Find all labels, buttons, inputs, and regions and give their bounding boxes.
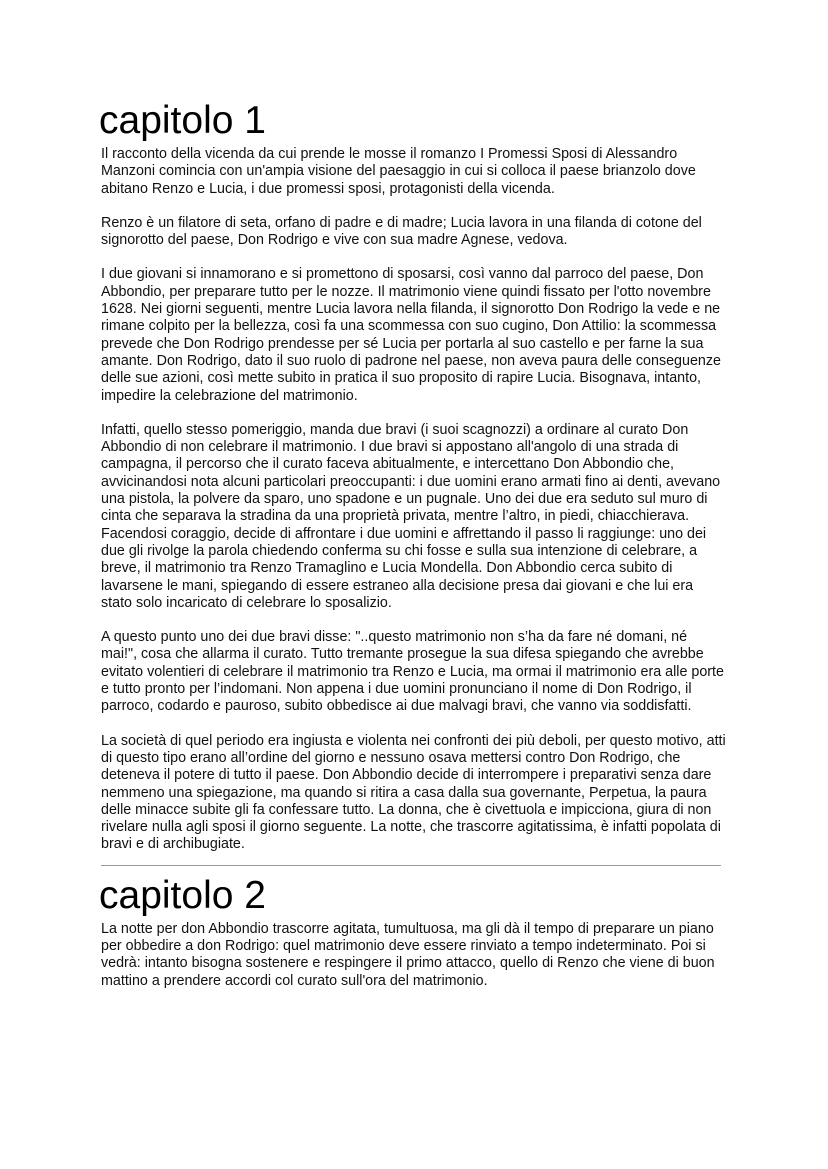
- chapter-1-paragraph-6: La società di quel periodo era ingiusta e violenta nei confronti dei più deboli, per questo motivo, atti di questo tipo erano all’ordine del giorno e nessuno osava mettersi contro Don Rodrigo, che deteneva il potere di tutto il paese. Don Abbondio decide di interrompere i preparativi senza dare nemmeno una spiegazione, ma quando si ritira a casa dalla sua governante, Perpetua, la paura delle minacce subite gli fa confessare tutto. La donna, che è civettuola e impicciona, giura di non rivelare nulla agli sposi il giorno seguente. La notte, che trascorre agitatissima, è infatti popolata di bravi e di archibugiate.: [101, 732, 726, 853]
- chapter-1-paragraph-3: I due giovani si innamorano e si promettono di sposarsi, così vanno dal parroco del paese, Don Abbondio, per preparare tutto per le nozze. Il matrimonio viene quindi fissato per l'otto novembre 1628. Nei giorni seguenti, mentre Lucia lavora nella filanda, il signorotto Don Rodrigo la vede e ne rimane colpito per la bellezza, così fa una scommessa con suo cugino, Don Attilio: la scommessa prevede che Don Rodrigo prendesse per sé Lucia per portarla al suo castello e per farne la sua amante. Don Rodrigo, dato il suo ruolo di padrone nel paese, non aveva paura delle conseguenze delle sue azioni, così mette subito in pratica il suo proposito di rapire Lucia. Bisognava, intanto, impedire la celebrazione del matrimonio.: [101, 266, 721, 404]
- chapter-1-title: capitolo 1: [99, 99, 266, 142]
- chapter-2-paragraph-1: La notte per don Abbondio trascorre agitata, tumultuosa, ma gli dà il tempo di preparare un piano per obbedire a don Rodrigo: quel matrimonio deve essere rinviato a tempo indeterminato. Poi si vedrà: intanto bisogna sostenere e respingere il primo attacco, quello di Renzo che viene di buon mattino a prendere accordi col curato sull'ora del matrimonio.: [101, 920, 715, 989]
- document-page: [101, 98, 726, 990]
- chapter-2-title: capitolo 2: [99, 873, 266, 917]
- chapter-2: [101, 873, 726, 990]
- chapter-1-paragraph-1: Il racconto della vicenda da cui prende le mosse il romanzo I Promessi Sposi di Alessandro Manzoni comincia con un'ampia visione del paesaggio in cui si colloca il paese brianzolo dove abitano Renzo e Lucia, i due promessi sposi, protagonisti della vicenda.: [101, 146, 696, 197]
- chapter-1-paragraph-2: Renzo è un filatore di seta, orfano di padre e di madre; Lucia lavora in una filanda di cotone del signorotto del paese, Don Rodrigo e vive con sua madre Agnese, vedova.: [101, 214, 702, 249]
- chapter-1: [101, 98, 726, 854]
- chapter-1-paragraph-5: A questo punto uno dei due bravi disse: "..questo matrimonio non s’ha da fare né domani, né mai!", cosa che allarma il curato. Tutto tremante prosegue la sua difesa spiegando che avrebbe evitato volentieri di celebrare il matrimonio tra Renzo e Lucia, ma ormai il matrimonio era alle porte e tutto pronto per l’indomani. Non appena i due uomini pronunciano il nome di Don Rodrigo, il parroco, codardo e pauroso, subito obbedisce ai due malvagi bravi, che vanno via soddisfatti.: [101, 629, 724, 715]
- chapter-divider: [101, 865, 721, 866]
- chapter-1-paragraph-4: Infatti, quello stesso pomeriggio, manda due bravi (i suoi scagnozzi) a ordinare al curato Don Abbondio di non celebrare il matrimonio. I due bravi si appostano all'angolo di una strada di campagna, il percorso che il curato faceva abitualmente, e intercettano Don Abbondio che, avvicinandosi nota alcuni particolari preoccupanti: i due uomini erano armati fino ai denti, avevano una pistola, la polvere da sparo, uno spadone e un pugnale. Uno dei due era seduto sul muro di cinta che separava la stradina da una proprietà privata, mentre l’altro, in piedi, chiacchierava. Facendosi coraggio, decide di affrontare i due uomini e affrettando il passo li raggiunge: uno dei due gli rivolge la parola chiedendo conferma su chi fosse e sulla sua intenzione di celebrare, a breve, il matrimonio tra Renzo Tramaglino e Lucia Mondella. Don Abbondio cerca subito di lavarsene le mani, spiegando di essere estraneo alla decisione presa dai giovani e che lui era stato solo incaricato di celebrare lo sposalizio.: [101, 421, 721, 611]
